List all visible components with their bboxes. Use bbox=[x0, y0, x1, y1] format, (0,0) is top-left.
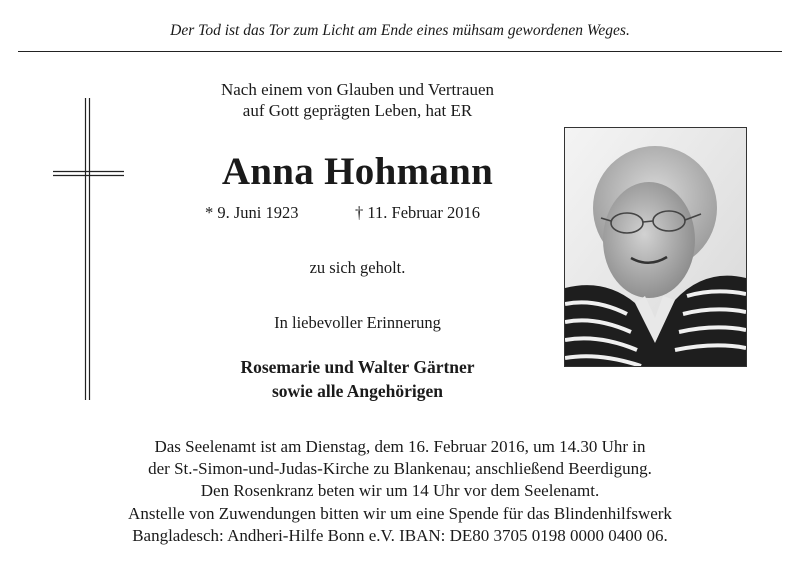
notice-line-4: Anstelle von Zuwendungen bitten wir um eine Spende für das Blindenhilfswerk bbox=[128, 503, 672, 523]
motto: Der Tod ist das Tor zum Licht am Ende eines mühsam gewordenen Weges. bbox=[170, 22, 630, 39]
portrait-photo bbox=[564, 127, 747, 367]
notice-line-2: der St.-Simon-und-Judas-Kirche zu Blankenau; anschließend Beerdigung. bbox=[148, 459, 652, 479]
service-notice bbox=[0, 436, 800, 547]
notice-line-5: Bangladesch: Andheri-Hilfe Bonn e.V. IBAN: DE80 3705 0198 0000 0400 06. bbox=[132, 525, 668, 545]
intro-line-1: Nach einem von Glauben und Vertrauen bbox=[220, 80, 494, 99]
notice-line-3: Den Rosenkranz beten wir um 14 Uhr vor dem Seelenamt. bbox=[200, 481, 600, 501]
divider-line bbox=[18, 51, 782, 52]
notice-line-1: Das Seelenamt ist am Dienstag, dem 16. Februar 2016, um 14.30 Uhr in bbox=[154, 437, 646, 456]
intro-text bbox=[170, 79, 545, 121]
taken-text: zu sich geholt. bbox=[309, 258, 406, 277]
deceased-name: Anna Hohmann bbox=[221, 150, 494, 193]
cross-icon bbox=[50, 96, 130, 406]
life-dates bbox=[170, 203, 545, 225]
portrait-illustration bbox=[565, 128, 746, 366]
memory-text: In liebevoller Erinnerung bbox=[274, 313, 441, 332]
family-signature bbox=[170, 355, 545, 403]
family-line-1: Rosemarie und Walter Gärtner bbox=[240, 357, 475, 377]
family-line-2: sowie alle Angehörigen bbox=[271, 381, 444, 401]
birth-date: * 9. Juni 1923 bbox=[205, 203, 299, 222]
intro-line-2: auf Gott geprägten Leben, hat ER bbox=[242, 101, 473, 120]
death-date: † 11. Februar 2016 bbox=[355, 203, 480, 222]
